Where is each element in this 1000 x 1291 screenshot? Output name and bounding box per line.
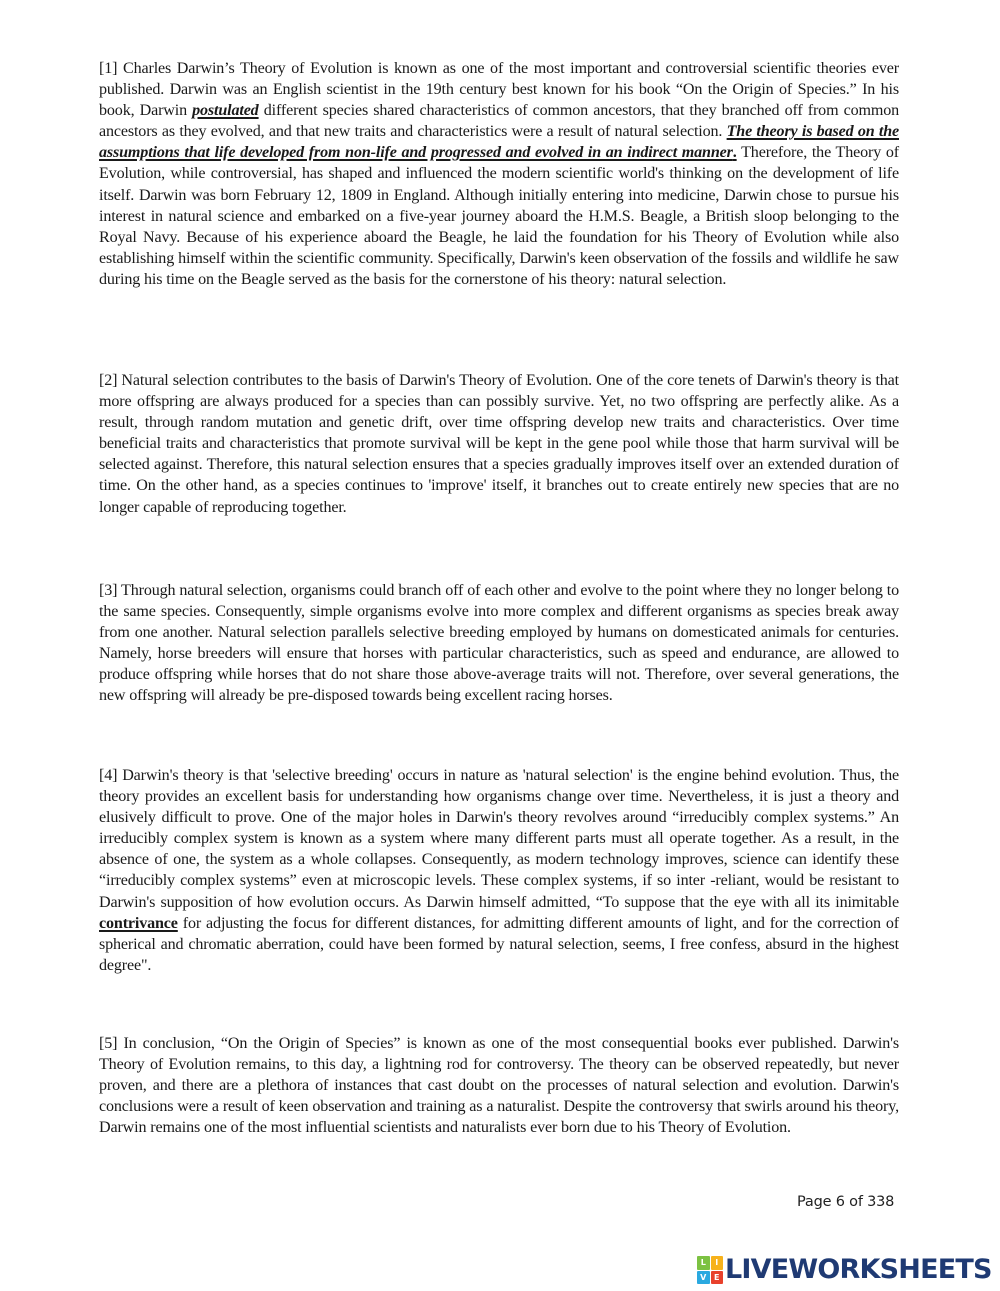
paragraph-4-text-a: [4] Darwin's theory is that 'selective breeding' occurs in nature as 'natural selection' is the engine behind evolution. Thus, the theory provides an excellent basis for understanding how organisms change over time. Nevertheless, it is just a theory and elusively difficult to prove. One of the major holes in Darwin's theory revolves around “irreducibly complex systems.” An irreducibly complex system is known as a system where many different parts must all operate together. As a result, in the absence of one, the system as a whole collapses. Consequently, as modern technology improves, science can identify these “irreducibly complex systems” even at microscopic levels. These complex systems, if so inter -reliant, would be resistant to Darwin's supposition of how evolution occurs. As Darwin himself admitted, “To suppose that the eye with all its inimitable (99, 767, 899, 911)
paragraph-4 (99, 765, 899, 976)
badge-letter-e: E (711, 1271, 724, 1285)
logo-wordmark: LIVEWORKSHEETS (725, 1254, 992, 1285)
paragraph-4-text-c: for adjusting the focus for different distances, for admitting different amounts of light, and for the correction of spherical and chromatic aberration, could have been formed by natural selection, seems, I free confess, absurd in the highest degree". (99, 914, 899, 974)
badge-letter-l: L (697, 1256, 710, 1270)
badge-letter-v: V (697, 1271, 710, 1285)
liveworksheets-logo (697, 1255, 992, 1285)
emphasized-sentence-period: . (732, 144, 737, 162)
paragraph-1 (99, 58, 899, 290)
paragraph-1-text-c: different species shared characteristics of common ancestors, that they branched off from common ancestors as they evolved, and that new traits and characteristics were a result of natural selection. (99, 102, 900, 141)
paragraph-5: [5] In conclusion, “On the Origin of Species” is known as one of the most consequential books ever published. Darwin's Theory of Evolution remains, to this day, a lightning rod for controversy. The theory can be observed repeatedly, but never proven, and there are a plethora of instances that cast doubt on the processes of natural selection and evolution. Darwin's conclusions were a result of keen observation and training as a naturalist. Despite the controversy that swirls around his theory, Darwin remains one of the most influential scientists and naturalists ever born due to his Theory of Evolution. (99, 1035, 899, 1137)
live-badge-icon (697, 1256, 723, 1284)
paragraph-1-text-a: [1] Charles Darwin’s Theory of Evolution is known as one of the most important and controversial scientific theories ever published. Darwin was an English scientist in the 19th century best known for his book “On the Origin of Species.” In his book, Darwin (99, 60, 899, 120)
page-number: Page 6 of 338 (797, 1194, 895, 1210)
vocab-word-postulated: postulated (192, 102, 259, 120)
paragraph-2: [2] Natural selection contributes to the basis of Darwin's Theory of Evolution. One of the core tenets of Darwin's theory is that more offspring are always produced for a species than can possibly survive. Yet, no two offspring are perfectly alike. As a result, through random mutation and genetic drift, over time offspring develop new traits and characteristics. Over time beneficial traits and characteristics that promote survival will be kept in the gene pool while those that harm survival will be selected against. Therefore, this natural selection ensures that a species gradually improves itself over an extended duration of time. On the other hand, as a species continues to 'improve' itself, it branches out to create entirely new species that are no longer capable of reproducing together. (99, 372, 899, 516)
vocab-word-contrivance: contrivance (99, 914, 178, 932)
badge-letter-i: I (711, 1256, 724, 1270)
paragraph-1-text-f: Therefore, the Theory of Evolution, while controversial, has shaped and influenced the modern scientific world's thinking on the development of life itself. Darwin was born February 12, 1809 in England. Although initially entering into medicine, Darwin chose to pursue his interest in natural science and embarked on a five-year journey aboard the H.M.S. Beagle, a British sloop belonging to the Royal Navy. Because of his experience aboard the Beagle, he laid the foundation for his Theory of Evolution while also establishing himself within the scientific community. Specifically, Darwin's keen observation of the fossils and wildlife he saw during his time on the Beagle served as the basis for the cornerstone of his theory: natural selection. (99, 144, 899, 288)
emphasized-sentence: The theory is based on the assumptions that life developed from non-life and progressed and evolved in an indirect manner (99, 123, 899, 162)
paragraph-3: [3] Through natural selection, organisms could branch off of each other and evolve to the point where they no longer belong to the same species. Consequently, simple organisms evolve into more complex and different organisms as species break away from one another. Natural selection parallels selective breeding employed by humans on domesticated animals for centuries. Namely, horse breeders will ensure that horses with particular characteristics, such as speed and endurance, are allowed to produce offspring while horses that do not share those above-average traits will not. Therefore, over several generations, the new offspring will already be pre-disposed towards being excellent racing horses. (99, 582, 899, 705)
